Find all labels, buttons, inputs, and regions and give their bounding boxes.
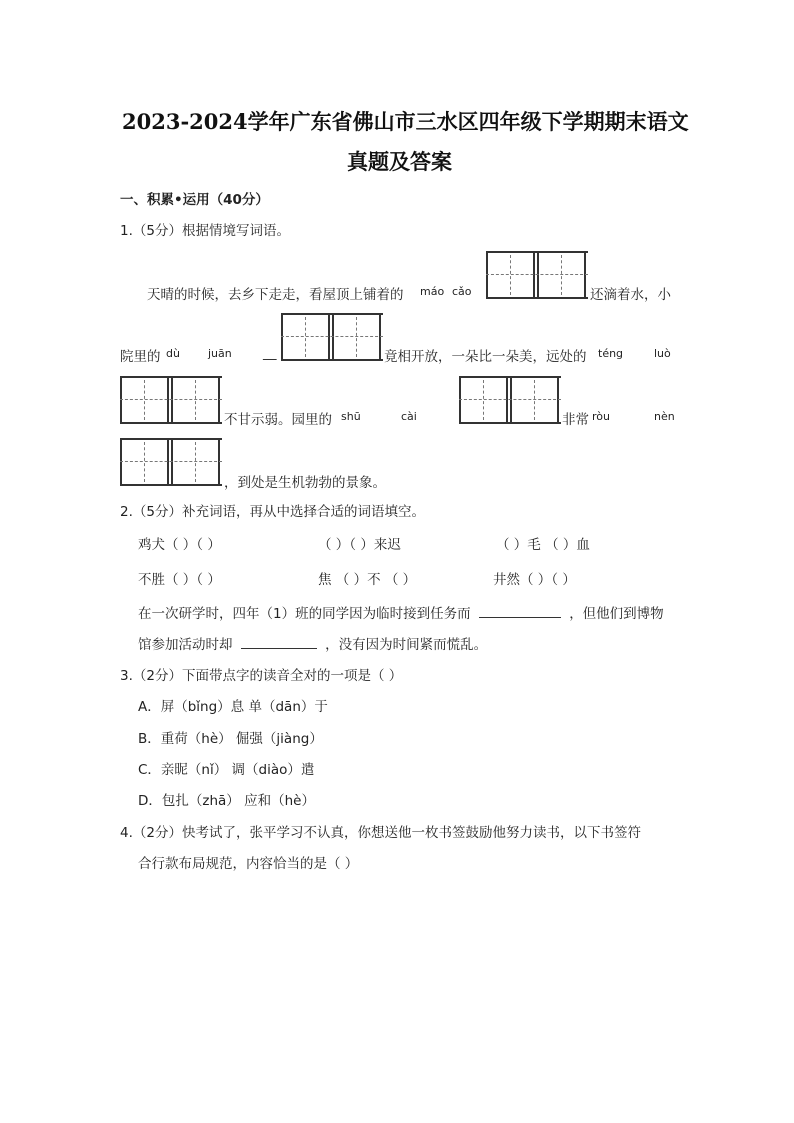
q1-text-3: 不甘示弱。园里的	[224, 412, 332, 428]
q1-text-2: 院里的	[120, 349, 161, 365]
pinyin-teng: téng	[598, 347, 624, 360]
q3-option-a[interactable]: A．屏（bǐng）息 单（dān）于	[138, 699, 328, 715]
pinyin-shu: shū	[341, 410, 361, 423]
title-line-1: 2023-2024学年广东省佛山市三水区四年级下学期期末语文	[122, 109, 689, 134]
q2-item-6: 井然（ ）（ ）	[493, 572, 576, 588]
pinyin-luo: luò	[654, 347, 671, 360]
q2-fill-text-1b: ，但他们到博物	[569, 606, 664, 622]
q4-prompt-line-2: 合行款布局规范，内容恰当的是（ ）	[138, 856, 359, 872]
q2-fill-text-2a: 馆参加活动时却	[138, 637, 233, 653]
q2-item-5: 焦 （ ）不 （ ）	[318, 572, 417, 588]
q1-text-4: ，到处是生机勃勃的景象。	[224, 475, 386, 491]
q2-fill-line-1	[138, 602, 664, 622]
q1-prompt: 1.（5分）根据情境写词语。	[120, 223, 290, 239]
q3-option-b[interactable]: B．重荷（hè） 倔强（jiàng）	[138, 731, 323, 747]
pinyin-cao: cǎo	[452, 285, 472, 298]
q2-prompt: 2.（5分）补充词语，再从中选择合适的词语填空。	[120, 504, 425, 520]
writing-grid-5[interactable]	[120, 438, 222, 486]
q1-text-1-end: 还滴着水，小	[590, 287, 671, 303]
pinyin-cai: cài	[401, 410, 417, 423]
q2-answer-blank-2[interactable]	[241, 648, 317, 649]
pinyin-rou: ròu	[592, 410, 610, 423]
q1-text-1: 天晴的时候，去乡下走走，看屋顶上铺着的	[147, 287, 404, 303]
q3-prompt: 3.（2分）下面带点字的读音全对的一项是（ ）	[120, 668, 403, 684]
q2-fill-text-1a: 在一次研学时，四年（1）班的同学因为临时接到任务而	[138, 606, 471, 622]
writing-grid-1[interactable]	[486, 251, 588, 299]
q2-item-4: 不胜（ ）（ ）	[138, 572, 221, 588]
q2-answer-blank-1[interactable]	[479, 617, 561, 618]
q1-text-2-mid: 竟相开放，一朵比一朵美，远处的	[384, 349, 587, 365]
pinyin-nen: nèn	[654, 410, 675, 423]
writing-grid-3[interactable]	[120, 376, 222, 424]
pinyin-mao: máo	[420, 285, 445, 298]
pinyin-du: dù	[166, 347, 180, 360]
pinyin-juan: juān	[208, 347, 232, 360]
q2-fill-text-2b: ，没有因为时间紧而慌乱。	[325, 637, 488, 653]
section-heading: 一、积累•运用（40分）	[120, 192, 269, 208]
q3-option-d[interactable]: D．包扎（zhā） 应和（hè）	[138, 793, 315, 809]
q1-mark: __	[263, 345, 277, 361]
q3-option-c[interactable]: C．亲昵（nǐ） 调（diào）遣	[138, 762, 315, 778]
q2-item-1: 鸡犬（ ）（ ）	[138, 537, 221, 553]
q2-item-3: （ ）毛 （ ）血	[496, 537, 590, 553]
q2-item-2: （ ）（ ）来迟	[318, 537, 401, 553]
writing-grid-4[interactable]	[459, 376, 561, 424]
writing-grid-2[interactable]	[281, 313, 383, 361]
q1-text-3-mid: 非常	[562, 412, 589, 428]
q2-fill-line-2	[138, 633, 487, 653]
title-line-2: 真题及答案	[347, 149, 452, 174]
q4-prompt-line-1: 4.（2分）快考试了，张平学习不认真，你想送他一枚书签鼓励他努力读书，以下书签符	[120, 825, 641, 841]
